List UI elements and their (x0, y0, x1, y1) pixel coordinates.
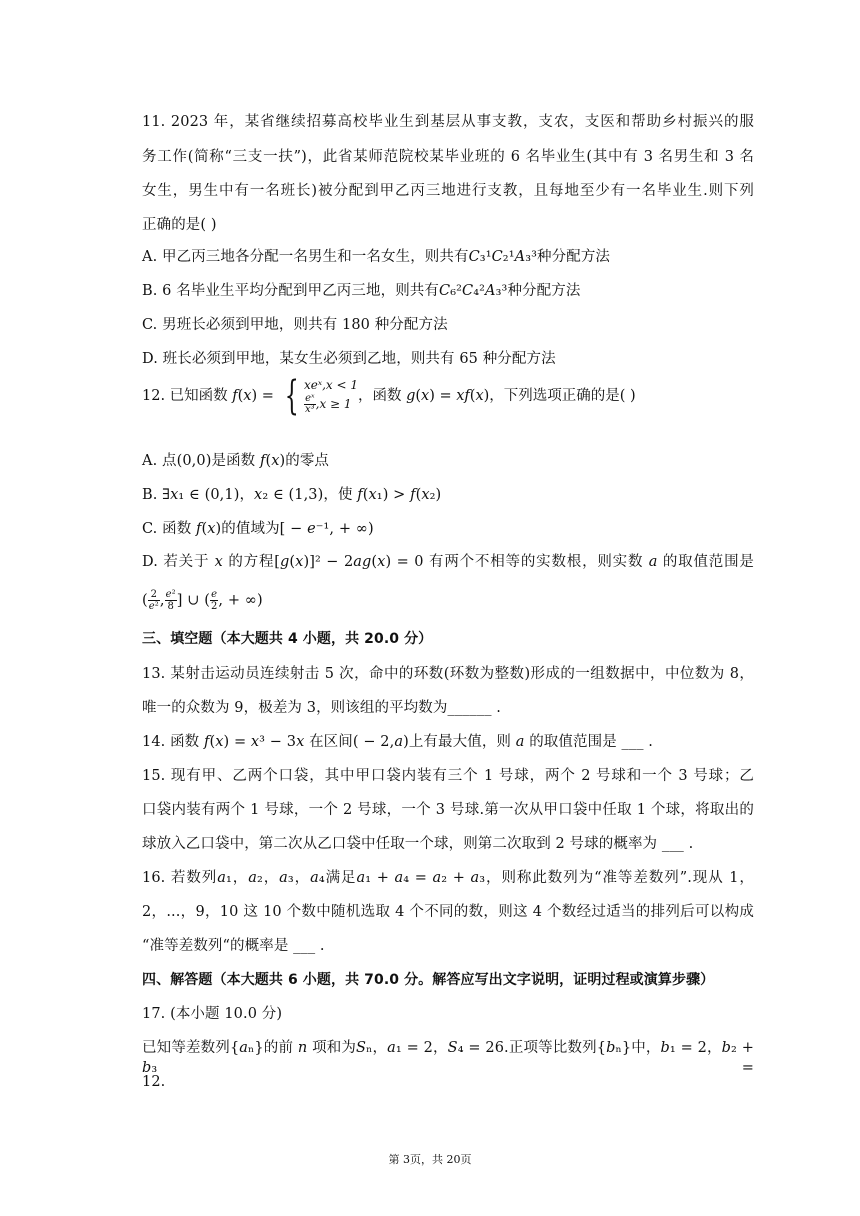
q16-line-2: 2，...，9，10 这 10 个数中随机选取 4 个不同的数，则这 4 个数经过适当的排列后可以构成 (142, 904, 754, 920)
range-fraction-1 (148, 589, 160, 612)
section-4-heading: 四、解答题（本大题共 6 小题，共 70.0 分。解答应写出文字说明，证明过程或演算步骤） (142, 972, 715, 988)
case-2-fraction (304, 394, 316, 415)
q13-line-1: 13. 某射击运动员连续射击 5 次，命中的环数(环数为整数)形成的一组数据中，中位数为 8， (142, 666, 754, 682)
q12-stem (142, 373, 636, 419)
q11-option-d: D. 班长必须到甲地，某女生必须到乙地，则共有 65 种分配方法 (142, 351, 556, 367)
q11-line-4: 正确的是( ) (142, 217, 217, 233)
section-3-heading: 三、填空题（本大题共 4 小题，共 20.0 分） (142, 631, 433, 647)
fraction-3-numerator: 𝑒 (211, 589, 218, 600)
fraction-3-denominator: 2 (210, 601, 218, 612)
q12-option-d-range (142, 589, 762, 612)
fraction-1-numerator: 2 (148, 589, 160, 601)
range-comma: , (159, 592, 165, 609)
q17-header: 17. (本小题 10.0 分) (142, 1006, 283, 1022)
q14-line: 14. 函数 𝑓(𝑥) = 𝑥³ − 3𝑥 在区间( − 2,𝑎)上有最大值，则 𝑎 的取值范围是 ___ . (142, 734, 653, 750)
fraction-1-denominator: 𝑒² (148, 601, 159, 612)
q16-line-3: “准等差数列“的概率是 ___ . (142, 938, 325, 954)
q12-option-b: B. ∃𝑥₁ ∈ (0,1)，𝑥₂ ∈ (1,3)，使 𝑓(𝑥₁) > 𝑓(𝑥₂) (142, 487, 442, 503)
range-fraction-2 (165, 589, 177, 612)
q15-line-3: 球放入乙口袋中，第二次从乙口袋中任取一个球，则第二次取到 2 号球的概率为 ___ . (142, 836, 694, 852)
fraction-2-numerator: 𝑒² (165, 589, 176, 600)
q11-option-b: B. 6 名毕业生平均分配到甲乙丙三地，则共有𝐶₆²𝐶₄²𝐴₃³种分配方法 (142, 283, 581, 299)
piecewise-function (279, 373, 358, 419)
q12-option-a: A. 点(0,0)是函数 𝑓(𝑥)的零点 (142, 453, 330, 469)
q11-line-1: 11. 2023 年，某省继续招募高校毕业生到基层从事支教，支农，支医和帮助乡村振兴的服 (142, 114, 754, 130)
range-open: ( (142, 592, 148, 609)
case-2-condition: ,𝑥 ≥ 1 (315, 397, 352, 411)
brace-symbol: { (284, 373, 299, 419)
q17-line-2: 12. (142, 1074, 166, 1090)
q11-line-3: 女生，男生中有一名班长)被分配到甲乙丙三地进行支教，且每地至少有一名毕业生.则下列 (142, 183, 754, 199)
page-footer: 第 3页，共 20页 (388, 1153, 472, 1166)
q16-line-1: 16. 若数列𝑎₁，𝑎₂，𝑎₃，𝑎₄满足𝑎₁ + 𝑎₄ = 𝑎₂ + 𝑎₃，则称此数列为“准等差数列”.现从 1， (142, 870, 754, 886)
range-end: , + ∞) (218, 592, 263, 609)
piecewise-cases (304, 377, 358, 415)
fraction-2-denominator: 8 (167, 601, 174, 612)
q15-line-2: 口袋内装有两个 1 号球，一个 2 号球，一个 3 号球.第一次从甲口袋中任取 1 个球，将取出的 (142, 802, 754, 818)
q12-prefix: 12. 已知函数 𝑓(𝑥) = (142, 388, 279, 404)
case-1: 𝑥𝑒ˣ,𝑥 < 1 (303, 378, 358, 392)
q12-option-c: C. 函数 𝑓(𝑥)的值域为[ − 𝑒⁻¹, + ∞) (142, 521, 374, 537)
q11-line-2: 务工作(简称“三支一扶”)，此省某师范院校某毕业班的 6 名毕业生(其中有 3 名男生和 3 名 (142, 149, 754, 165)
q12-option-d: D. 若关于 𝑥 的方程[𝑔(𝑥)]² − 2𝑎𝑔(𝑥) = 0 有两个不相等的实数根，则实数 𝑎 的取值范围是 (142, 554, 754, 570)
q12-suffix: ，函数 𝑔(𝑥) = 𝑥𝑓(𝑥)，下列选项正确的是( ) (358, 388, 636, 404)
case-2-numerator: 𝑒ˣ (305, 393, 315, 404)
q13-line-2: 唯一的众数为 9，极差为 3，则该组的平均数为______ . (142, 700, 501, 716)
range-union: ] ∪ ( (176, 592, 210, 609)
q11-option-c: C. 男班长必须到甲地，则共有 180 种分配方法 (142, 317, 448, 333)
case-2 (304, 394, 358, 415)
q15-line-1: 15. 现有甲、乙两个口袋，其中甲口袋内装有三个 1 号球，两个 2 号球和一个 3 号球；乙 (142, 768, 754, 784)
case-2-denominator: 𝑥³ (304, 404, 315, 415)
q17-line-1: 已知等差数列{𝑎ₙ}的前 𝑛 项和为𝑆ₙ，𝑎₁ = 2，𝑆₄ = 26.正项等比数列{𝑏ₙ}中，𝑏₁ = 2，𝑏₂ + 𝑏₃ = (142, 1040, 754, 1076)
q11-option-a: A. 甲乙丙三地各分配一名男生和一名女生，则共有𝐶₃¹𝐶₂¹𝐴₃³种分配方法 (142, 249, 611, 265)
